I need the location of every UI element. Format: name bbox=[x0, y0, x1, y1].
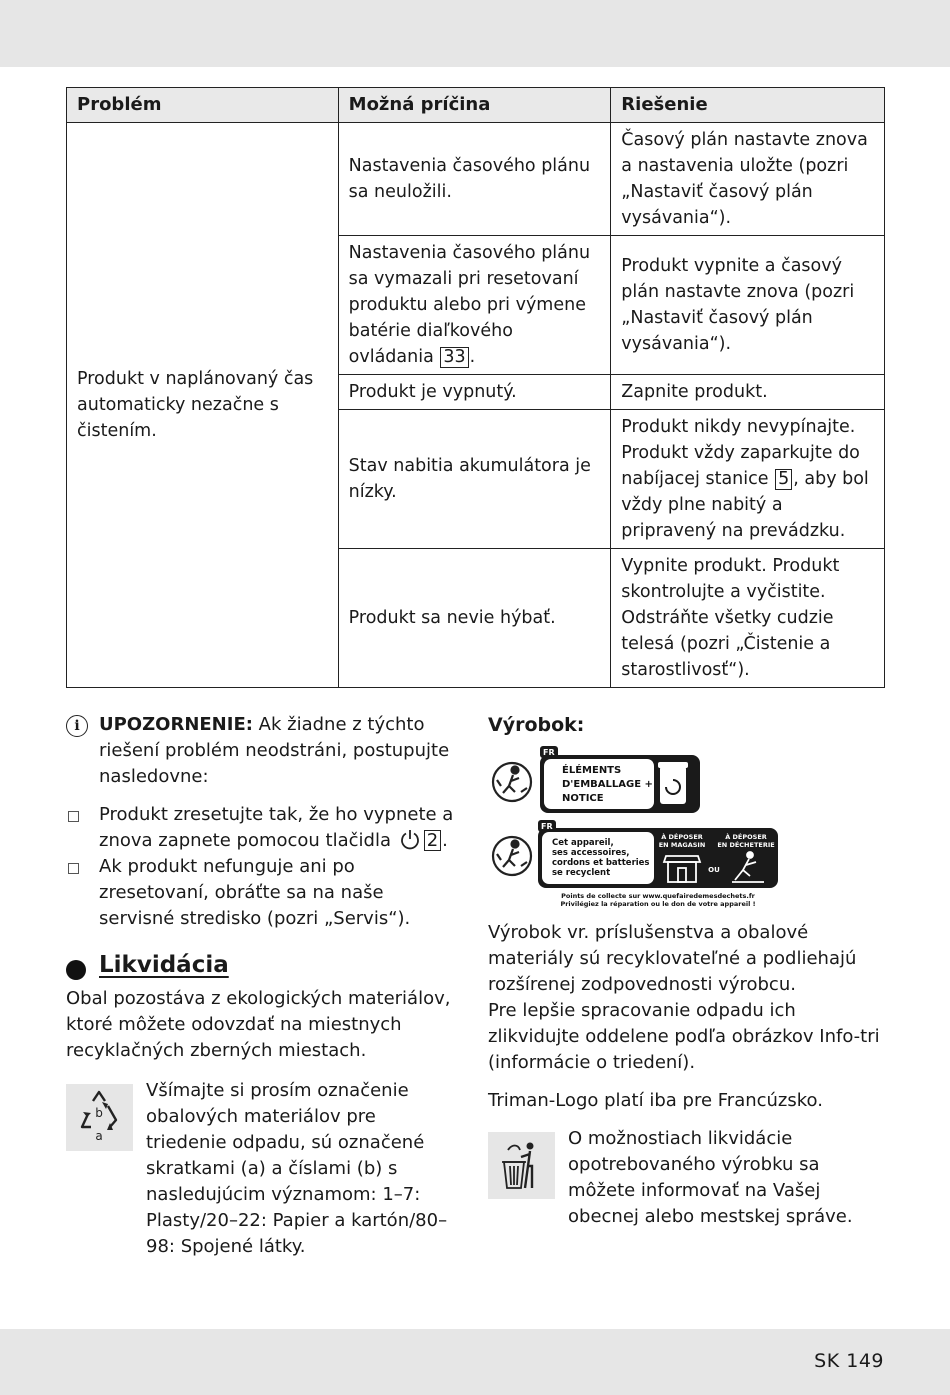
reference-number: 33 bbox=[440, 347, 468, 368]
cause-cell: Stav nabitia akumulátora je nízky. bbox=[338, 410, 611, 549]
footer-band bbox=[0, 1329, 950, 1395]
svg-text:EN MAGASIN: EN MAGASIN bbox=[658, 841, 706, 849]
power-icon bbox=[399, 828, 421, 850]
solution-cell: Produkt nikdy nevypínajte. Produkt vždy zaparkujte do nabíjacej stanice 5 , aby bol vždy plne nabitý a pripravený na prevádzku. bbox=[611, 410, 885, 549]
svg-text:ses accessoires,: ses accessoires, bbox=[552, 848, 630, 858]
left-column bbox=[66, 712, 461, 1260]
table-header-row bbox=[67, 88, 885, 123]
recycling-note bbox=[66, 1078, 461, 1260]
product-heading: Výrobok: bbox=[488, 714, 585, 736]
notice-text: Ak žiadne z týchto riešení problém neodstráni, postupujte nasledovne: bbox=[99, 714, 450, 787]
problem-cell: Produkt v naplánovaný čas automaticky nezačne s čistením. bbox=[67, 123, 339, 688]
svg-text:NOTICE: NOTICE bbox=[562, 793, 604, 804]
svg-text:D'EMBALLAGE +: D'EMBALLAGE + bbox=[562, 779, 653, 790]
svg-text:Cet appareil,: Cet appareil, bbox=[552, 838, 614, 848]
recycling-text: Všímajte si prosím označenie obalových materiálov pre triedenie odpadu, sú označené skratkami (a) a číslami (b) s nasledujúcim významom: 1–7: Plasty/20–22: Papier a kartón/80–98: Spojené látky. bbox=[146, 1080, 448, 1257]
solution-cell: Časový plán nastavte znova a nastavenia uložte (pozri „Nastaviť časový plán vysávania“). bbox=[611, 123, 885, 236]
recycling-bin-icon bbox=[658, 762, 688, 804]
product-text-2: Pre lepšie spracovanie odpadu ich zlikvidujte oddelene podľa obrázkov Info-tri (informácie o triedení). bbox=[488, 1000, 880, 1073]
header-solution: Riešenie bbox=[611, 88, 885, 123]
cause-cell: Produkt sa nevie hýbať. bbox=[338, 549, 611, 688]
product-text-4: O možnostiach likvidácie opotrebovaného výrobku sa môžete informovať na Vašej obecnej alebo mestskej správe. bbox=[568, 1128, 853, 1227]
info-icon: i bbox=[66, 715, 88, 737]
svg-text:FR: FR bbox=[541, 822, 553, 831]
bullet-dot-icon bbox=[66, 960, 86, 980]
table-row bbox=[67, 123, 885, 236]
svg-text:Points de collecte sur www.que: Points de collecte sur www.quefairedemesdechets.fr bbox=[561, 892, 755, 900]
solution-cell: Produkt vypnite a časový plán nastavte znova (pozri „Nastaviť časový plán vysávania“). bbox=[611, 236, 885, 375]
disposal-intro: Obal pozostáva z ekologických materiálov, ktoré môžete odovzdať na miestnych recyklačných zberných miestach. bbox=[66, 988, 451, 1061]
triman-person-icon bbox=[493, 763, 531, 801]
right-column bbox=[488, 712, 884, 1230]
svg-text:À DÉPOSER: À DÉPOSER bbox=[661, 833, 703, 841]
list-item: Produkt zresetujte tak, že ho vypnete a znova zapnete pomocou tlačidla 2 . bbox=[66, 802, 461, 854]
cause-cell: Nastavenia časového plánu sa vymazali pri resetovaní produktu alebo pri výmene batérie diaľkového ovládania 33 . bbox=[338, 236, 611, 375]
recycling-code-b: b bbox=[95, 1106, 103, 1120]
svg-text:À DÉPOSER: À DÉPOSER bbox=[725, 833, 767, 841]
solution-cell: Zapnite produkt. bbox=[611, 375, 885, 410]
cause-cell: Produkt je vypnutý. bbox=[338, 375, 611, 410]
page-number: SK 149 bbox=[814, 1350, 884, 1372]
trash-note bbox=[488, 1126, 884, 1230]
product-text-3: Triman-Logo platí iba pre Francúzsko. bbox=[488, 1090, 823, 1111]
triman-person-icon bbox=[493, 837, 531, 875]
product-text-1: Výrobok vr. príslušenstva a obalové materiály sú recyklovateľné a podliehajú rozšírenej zodpovednosti výrobcu. bbox=[488, 922, 857, 995]
svg-text:Privilégiez la réparation ou l: Privilégiez la réparation ou le don de votre appareil ! bbox=[560, 900, 756, 908]
list-item: Ak produkt nefunguje ani po zresetovaní, obráťte sa na naše servisné stredisko (pozri „Servis“). bbox=[66, 854, 461, 932]
notice-block bbox=[66, 712, 461, 790]
bullet-square-icon bbox=[68, 863, 79, 874]
section-heading bbox=[66, 952, 461, 986]
reference-number: 5 bbox=[775, 469, 792, 490]
troubleshooting-table bbox=[66, 87, 885, 688]
trash-disposal-icon bbox=[488, 1132, 555, 1199]
svg-text:cordons et batteries: cordons et batteries bbox=[552, 858, 650, 868]
triman-appliance-logo bbox=[488, 820, 788, 908]
reference-number: 2 bbox=[424, 830, 441, 851]
svg-text:OU: OU bbox=[708, 866, 720, 874]
header-cause: Možná príčina bbox=[338, 88, 611, 123]
cause-cell: Nastavenia časového plánu sa neuložili. bbox=[338, 123, 611, 236]
header-band bbox=[0, 0, 950, 67]
section-title: Likvidácia bbox=[99, 952, 229, 978]
notice-label: UPOZORNENIE: bbox=[99, 714, 253, 735]
svg-text:ÉLÉMENTS: ÉLÉMENTS bbox=[562, 765, 622, 776]
svg-text:EN DÉCHETERIE: EN DÉCHETERIE bbox=[717, 841, 775, 849]
recycling-symbol-icon bbox=[66, 1084, 133, 1151]
recycling-code-a: a bbox=[95, 1129, 103, 1143]
solution-cell: Vypnite produkt. Produkt skontrolujte a vyčistite. Odstráňte všetky cudzie telesá (pozri „Čistenie a starostlivosť“). bbox=[611, 549, 885, 688]
bullet-square-icon bbox=[68, 811, 79, 822]
svg-text:se recyclent: se recyclent bbox=[552, 868, 611, 878]
triman-packaging-logo bbox=[488, 746, 703, 816]
header-problem: Problém bbox=[67, 88, 339, 123]
svg-text:FR: FR bbox=[543, 748, 555, 757]
